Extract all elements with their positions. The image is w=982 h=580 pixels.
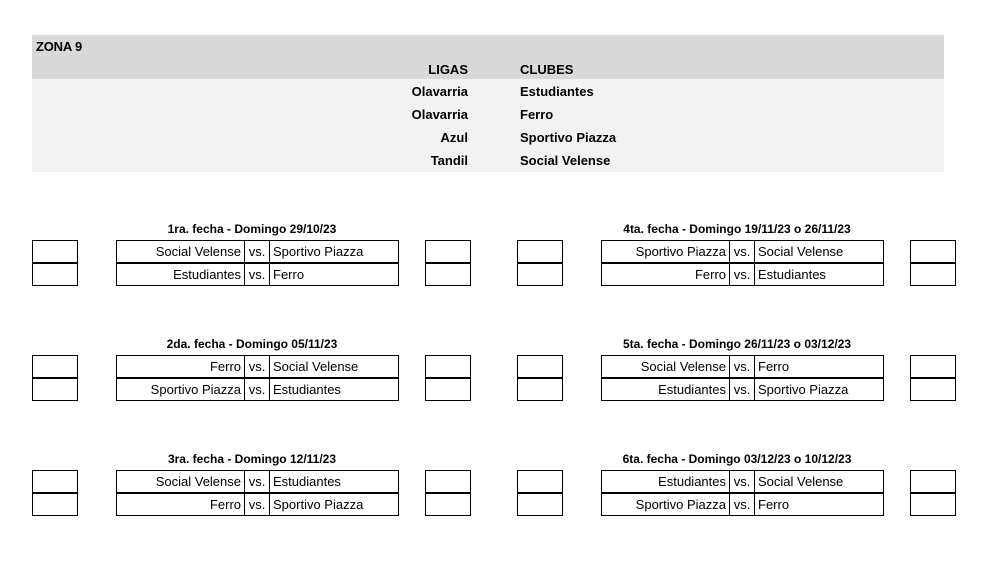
home-team: Social Velense — [116, 470, 244, 493]
club-row — [32, 125, 944, 148]
fecha-title: 3ra. fecha - Domingo 12/11/23 — [167, 452, 337, 466]
vs-label: vs. — [729, 470, 755, 493]
away-team: Sportivo Piazza — [755, 378, 884, 401]
score-box-away[interactable] — [425, 355, 471, 378]
zone-header — [32, 35, 944, 79]
vs-label: vs. — [244, 240, 270, 263]
club-liga: Olavarria — [411, 107, 468, 122]
home-team: Ferro — [601, 263, 729, 286]
score-box-home[interactable] — [517, 493, 563, 516]
vs-label: vs. — [244, 263, 270, 286]
score-box-away[interactable] — [425, 378, 471, 401]
home-team: Estudiantes — [601, 470, 729, 493]
vs-label: vs. — [244, 493, 270, 516]
away-team: Social Velense — [755, 240, 884, 263]
score-box-home[interactable] — [32, 263, 78, 286]
score-box-home[interactable] — [517, 263, 563, 286]
ligas-column-header: LIGAS — [428, 62, 468, 77]
away-team: Social Velense — [270, 355, 399, 378]
vs-label: vs. — [729, 378, 755, 401]
home-team: Ferro — [116, 493, 244, 516]
score-box-away[interactable] — [910, 263, 956, 286]
away-team: Social Velense — [755, 470, 884, 493]
home-team: Ferro — [116, 355, 244, 378]
fecha-title: 2da. fecha - Domingo 05/11/23 — [166, 337, 338, 351]
club-name: Ferro — [520, 107, 554, 122]
vs-label: vs. — [729, 355, 755, 378]
score-box-away[interactable] — [910, 355, 956, 378]
score-box-home[interactable] — [517, 378, 563, 401]
score-box-home[interactable] — [517, 470, 563, 493]
vs-label: vs. — [729, 493, 755, 516]
score-box-home[interactable] — [32, 355, 78, 378]
score-box-home[interactable] — [517, 240, 563, 263]
score-box-away[interactable] — [910, 470, 956, 493]
score-box-home[interactable] — [32, 470, 78, 493]
club-row — [32, 79, 944, 102]
clubs-table — [32, 79, 944, 172]
away-team: Ferro — [755, 493, 884, 516]
zone-title: ZONA 9 — [36, 39, 82, 54]
away-team: Estudiantes — [270, 378, 399, 401]
clubes-column-header: CLUBES — [520, 62, 574, 77]
club-liga: Olavarria — [411, 84, 468, 99]
club-liga: Tandil — [430, 153, 468, 168]
vs-label: vs. — [244, 355, 270, 378]
away-team: Ferro — [270, 263, 399, 286]
fecha-title: 5ta. fecha - Domingo 26/11/23 o 03/12/23 — [622, 337, 852, 351]
away-team: Ferro — [755, 355, 884, 378]
vs-label: vs. — [244, 378, 270, 401]
home-team: Estudiantes — [116, 263, 244, 286]
vs-label: vs. — [729, 263, 755, 286]
fecha-title: 4ta. fecha - Domingo 19/11/23 o 26/11/23 — [623, 222, 851, 236]
score-box-home[interactable] — [517, 355, 563, 378]
score-box-away[interactable] — [425, 263, 471, 286]
home-team: Sportivo Piazza — [601, 240, 729, 263]
home-team: Estudiantes — [601, 378, 729, 401]
home-team: Social Velense — [601, 355, 729, 378]
fecha-title: 1ra. fecha - Domingo 29/10/23 — [167, 222, 337, 236]
score-box-home[interactable] — [32, 378, 78, 401]
vs-label: vs. — [729, 240, 755, 263]
home-team: Sportivo Piazza — [116, 378, 244, 401]
score-box-away[interactable] — [910, 240, 956, 263]
score-box-away[interactable] — [425, 240, 471, 263]
fecha-title: 6ta. fecha - Domingo 03/12/23 o 10/12/23 — [622, 452, 852, 466]
away-team: Sportivo Piazza — [270, 240, 399, 263]
club-liga: Azul — [440, 130, 468, 145]
club-row — [32, 102, 944, 125]
club-name: Sportivo Piazza — [520, 130, 617, 145]
home-team: Sportivo Piazza — [601, 493, 729, 516]
club-name: Social Velense — [520, 153, 611, 168]
club-row — [32, 148, 944, 171]
score-box-away[interactable] — [425, 470, 471, 493]
score-box-home[interactable] — [32, 493, 78, 516]
vs-label: vs. — [244, 470, 270, 493]
score-box-away[interactable] — [910, 493, 956, 516]
club-name: Estudiantes — [520, 84, 594, 99]
home-team: Social Velense — [116, 240, 244, 263]
score-box-away[interactable] — [425, 493, 471, 516]
away-team: Sportivo Piazza — [270, 493, 399, 516]
away-team: Estudiantes — [755, 263, 884, 286]
away-team: Estudiantes — [270, 470, 399, 493]
score-box-home[interactable] — [32, 240, 78, 263]
score-box-away[interactable] — [910, 378, 956, 401]
